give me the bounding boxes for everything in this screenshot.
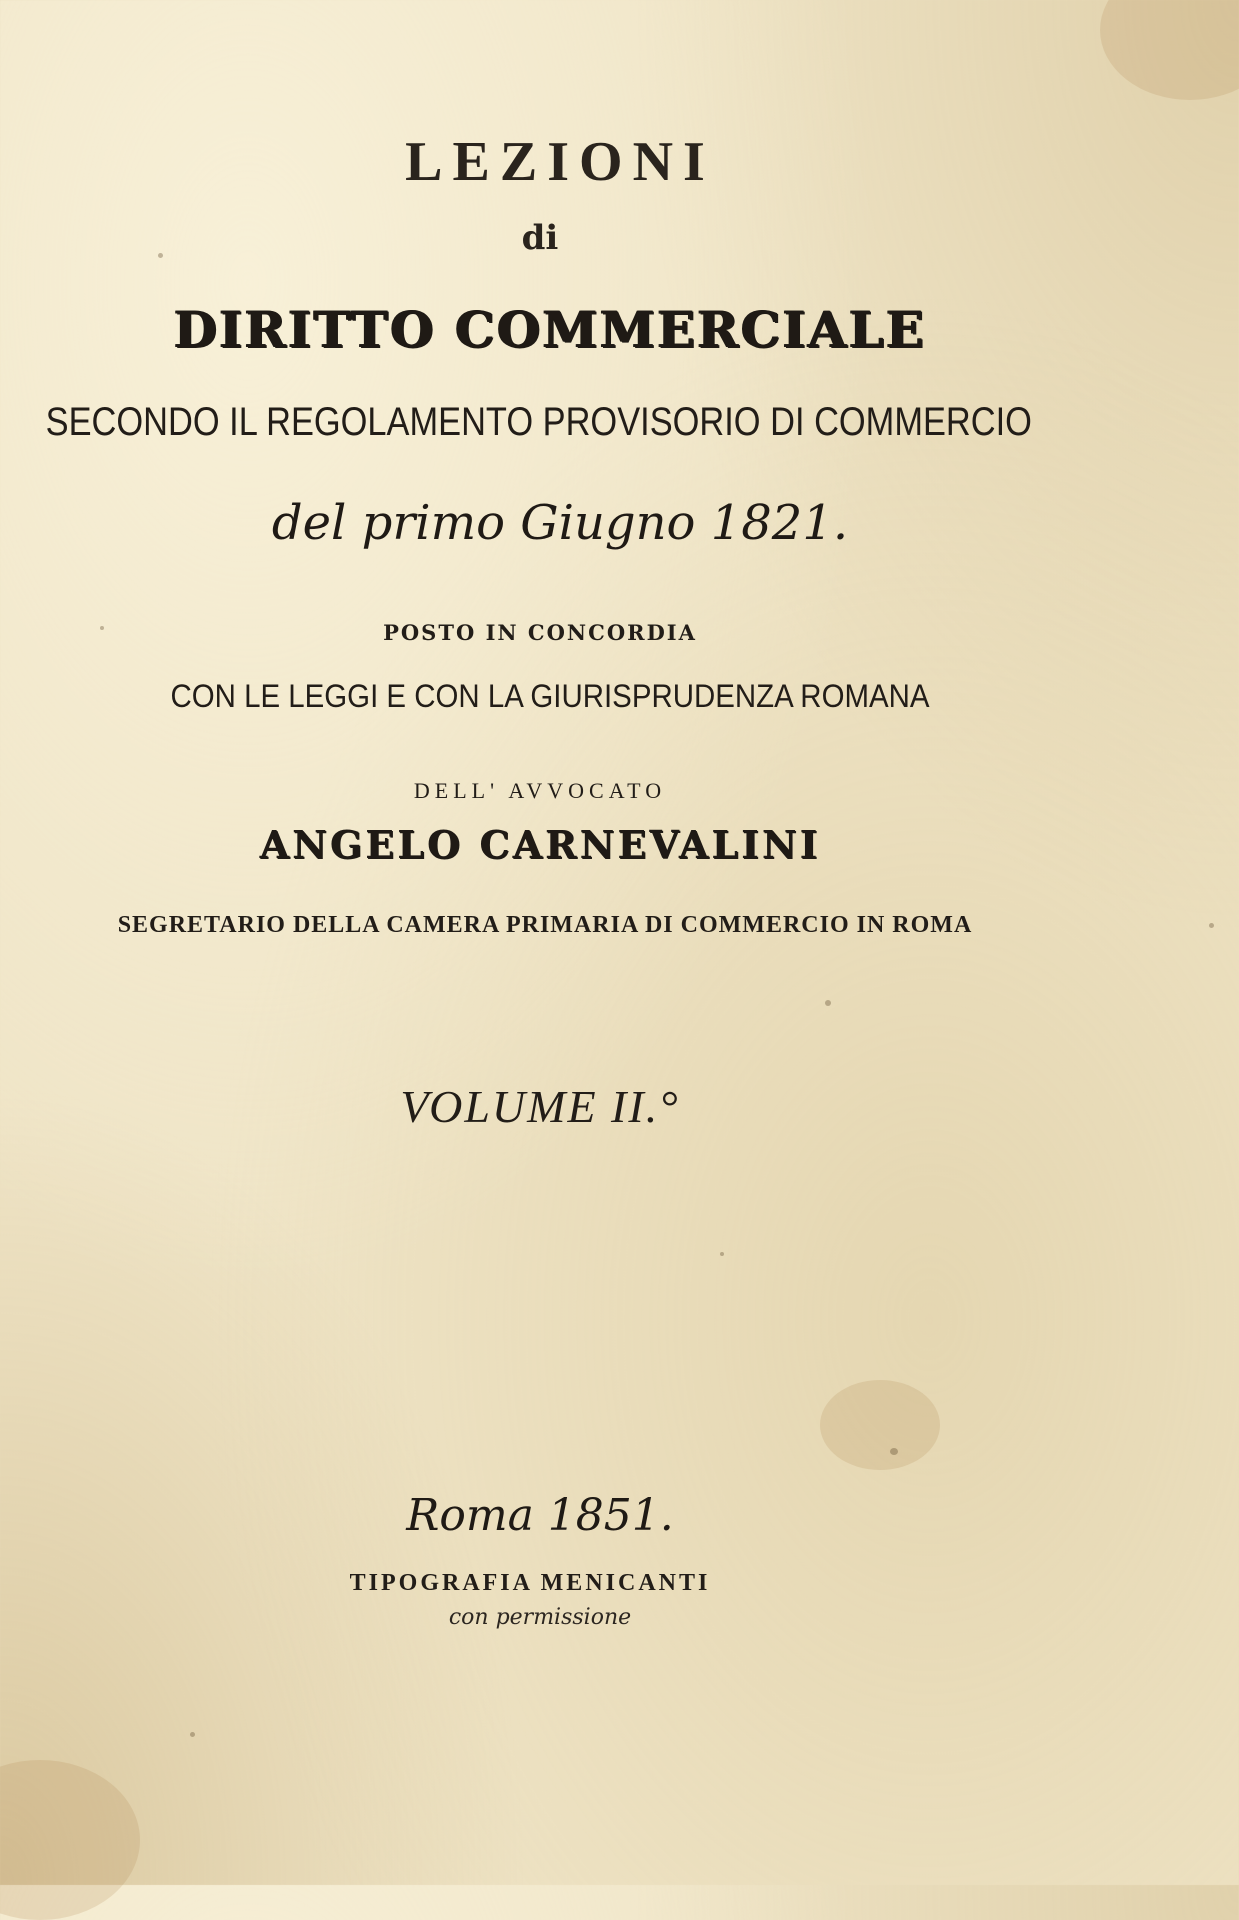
author-role: SEGRETARIO DELLA CAMERA PRIMARIA DI COMMERCIO IN ROMA <box>117 912 973 938</box>
paper-speck <box>1209 923 1214 928</box>
printer-name: TIPOGRAFIA MENICANTI <box>349 1570 711 1596</box>
paper-speck <box>720 1252 724 1256</box>
title-connector: di <box>521 218 559 258</box>
imprint-place-year: Roma 1851. <box>406 1490 674 1541</box>
paper-speck <box>100 626 104 630</box>
author-name: ANGELO CARNEVALINI <box>259 822 821 867</box>
concordance-line: CON LE LEGGI E CON LA GIURISPRUDENZA ROMANA <box>170 678 930 714</box>
posto-line: POSTO IN CONCORDIA <box>383 620 697 645</box>
paper-stain <box>0 1760 140 1920</box>
paper-speck <box>190 1732 195 1737</box>
book-subtitle: SECONDO IL REGOLAMENTO PROVISORIO DI COMMERCIO <box>45 400 1032 444</box>
volume-number: VOLUME II.° <box>400 1081 680 1132</box>
book-title: LEZIONI <box>405 131 715 193</box>
paper-stain <box>820 1380 940 1470</box>
book-subject: DIRITTO COMMERCIALE <box>173 300 927 359</box>
paper-stain <box>1100 0 1239 100</box>
paper-speck <box>890 1448 898 1455</box>
author-prefix: DELL' AVVOCATO <box>413 778 667 803</box>
regulation-date: del primo Giugno 1821. <box>271 495 849 551</box>
paper-speck <box>158 253 163 258</box>
permission-note: con permissione <box>448 1605 632 1630</box>
paper-speck <box>825 1000 831 1006</box>
